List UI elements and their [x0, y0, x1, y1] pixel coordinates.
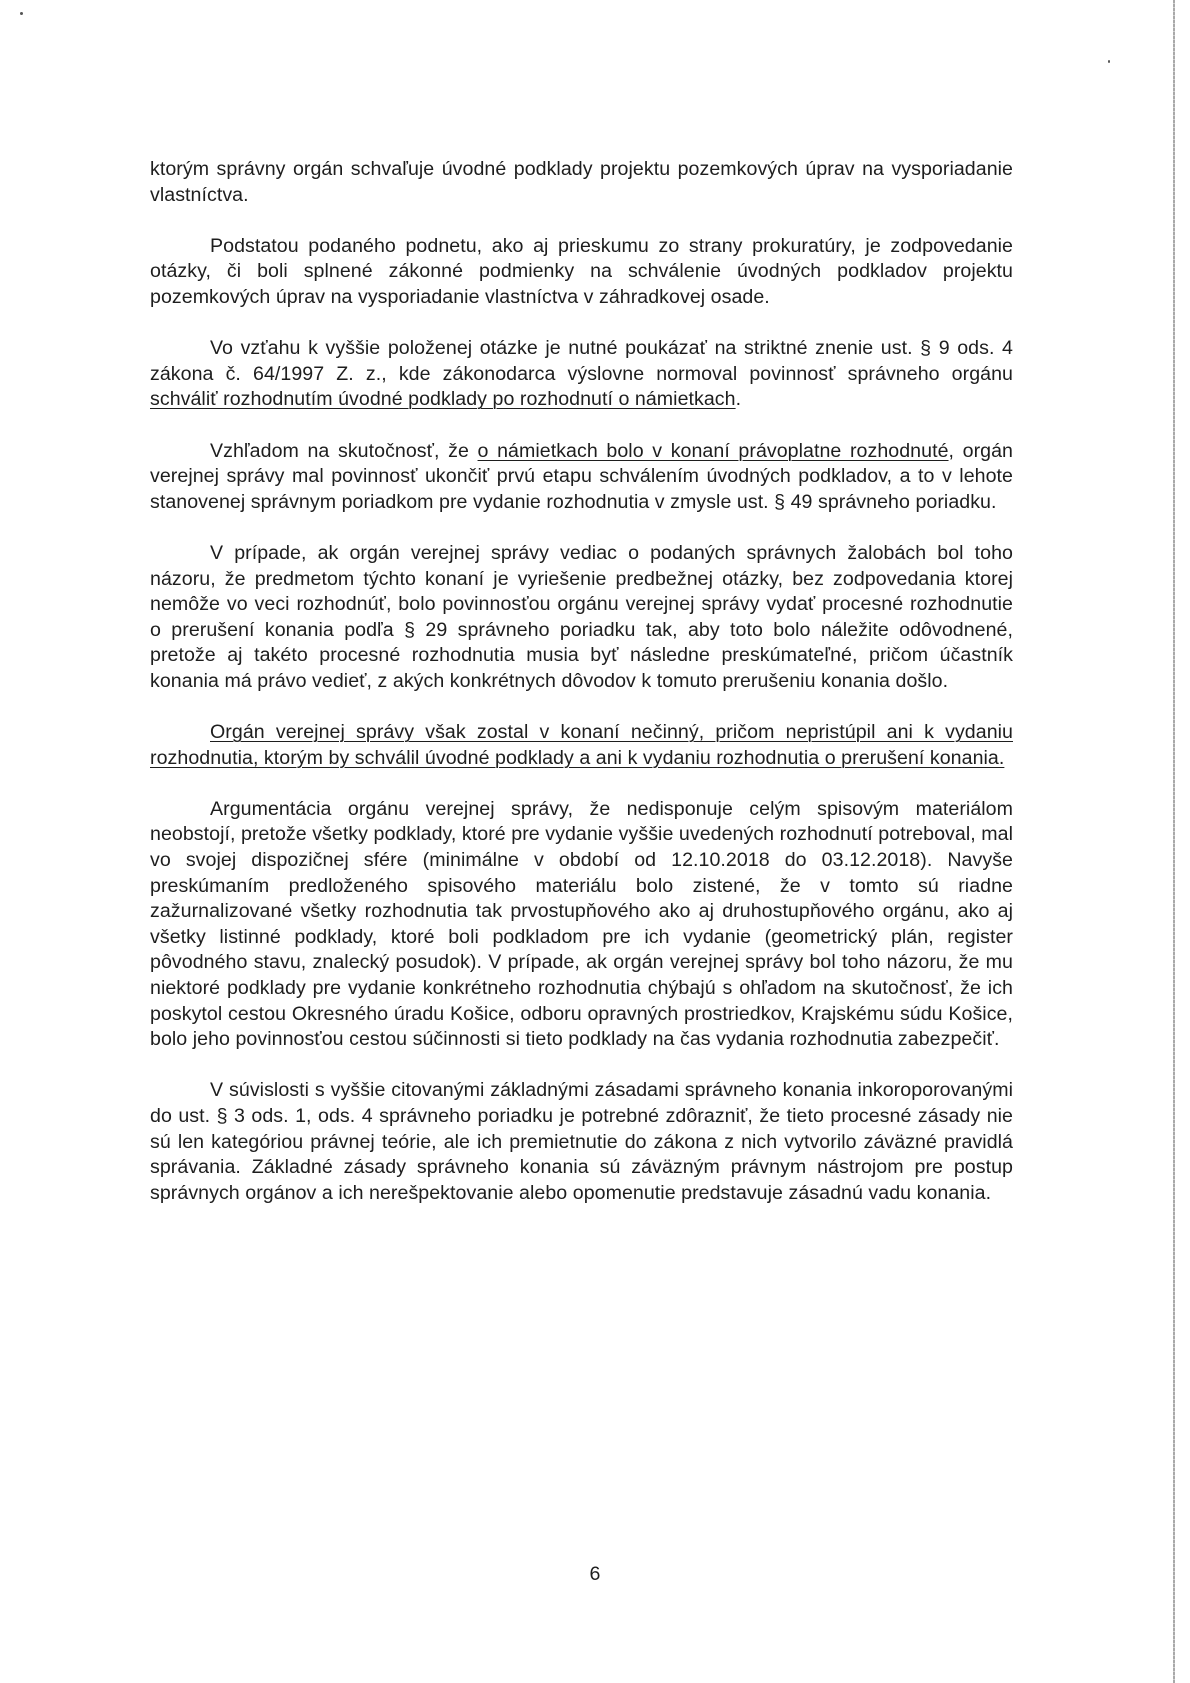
paragraph-8 — [150, 1078, 1013, 1206]
paragraph-2 — [150, 234, 1013, 311]
paragraph-6-underlined — [150, 720, 1013, 771]
scan-speck — [1108, 60, 1110, 63]
scan-speck — [20, 12, 23, 15]
paragraph-text: . — [735, 388, 742, 411]
underlined-emphasis: Orgán verejnej správy však zostal v konaní nečinný, pričom nepristúpil ani k vydaniu rozhodnutia, ktorým by schválil úvodné podklady a ani k vydaniu rozhodnutia o prerušení konania. — [150, 721, 1013, 769]
paragraph-text: V prípade, ak orgán verejnej správy vediac o podaných správnych žalobách bol toho názoru, že predmetom týchto konaní je vyriešenie predbežnej otázky, bez zodpovedania ktorej nemôže vo veci rozhodnúť, bolo povinnosťou orgánu verejnej správy vydať procesné rozhodnutie o prerušení konania podľa § 29 správneho poriadku tak, aby toto bolo náležite odôvodnené, pretože aj takéto procesné rozhodnutia musia byť následne preskúmateľné, pričom účastník konania má právo vedieť, z akých konkrétnych dôvodov k tomuto prerušeniu konania došlo. — [150, 541, 1013, 692]
paragraph-text: Vzhľadom na skutočnosť, že — [210, 439, 478, 462]
paragraph-text: , orgán verejnej správy mal povinnosť ukončiť prvú etapu schválením úvodných podkladov, a to v lehote stanovenej správnym poriadkom pre vydanie rozhodnutia v zmysle ust. § 49 správneho poriadku. — [150, 439, 1013, 513]
paragraph-1 — [150, 157, 1013, 208]
page-number: 6 — [589, 1563, 601, 1585]
document-body — [150, 157, 1013, 1232]
paragraph-text: Podstatou podaného podnetu, ako aj prieskumu zo strany prokuratúry, je zodpovedanie otázky, či boli splnené zákonné podmienky na schválenie úvodných podkladov projektu pozemkových úprav na vysporiadanie vlastníctva v záhradkovej osade. — [150, 234, 1013, 308]
paragraph-text: Vo vzťahu k vyššie položenej otázke je nutné poukázať na striktné znenie ust. § 9 ods. 4 zákona č. 64/1997 Z. z., kde zákonodarca výslovne normoval povinnosť správneho orgánu — [150, 337, 1013, 385]
paragraph-7 — [150, 797, 1013, 1053]
paragraph-text: ktorým správny orgán schvaľuje úvodné podklady projektu pozemkových úprav na vysporiadanie vlastníctva. — [150, 158, 1013, 206]
paragraph-text: V súvislosti s vyššie citovanými základnými zásadami správneho konania inkoroporovanými do ust. § 3 ods. 1, ods. 4 správneho poriadku je potrebné zdôrazniť, že tieto procesné zásady nie sú len kategóriou právnej teórie, ale ich premietnutie do zákona z nich vytvorilo záväzné pravidlá správania. Základné zásady správneho konania sú záväzným právnym nástrojom pre postup správnych orgánov a ich nerešpektovanie alebo opomenutie predstavuje zásadnú vadu konania. — [150, 1079, 1013, 1204]
underlined-emphasis: o námietkach bolo v konaní právoplatne rozhodnuté — [477, 439, 949, 462]
paragraph-text: Argumentácia orgánu verejnej správy, že nedisponuje celým spisovým materiálom neobstojí, pretože všetky podklady, ktoré pre vydanie vyššie uvedených rozhodnutí potreboval, mal vo svojej dispozičnej sfére (minimálne v období od 12.10.2018 do 03.12.2018). Navyše preskúmaním predloženého spisového materiálu bolo zistené, že v tomto sú riadne zažurnalizované všetky rozhodnutia tak prvostupňového ako aj druhostupňového orgánu, ako aj všetky listinné podklady, ktoré boli podkladom pre ich vydanie (geometrický plán, register pôvodného stavu, znalecký posudok). V prípade, ak orgán verejnej správy bol toho názoru, že mu niektoré podklady pre vydanie konkrétneho rozhodnutia chýbajú s ohľadom na skutočnosť, že ich poskytol cestou Okresného úradu Košice, odboru opravných prostriedkov, Krajskému súdu Košice, bolo jeho povinnosťou cestou súčinnosti si tieto podklady na čas vydania rozhodnutia zabezpečiť. — [150, 797, 1013, 1051]
paragraph-5 — [150, 541, 1013, 695]
paragraph-4 — [150, 439, 1013, 516]
scan-edge-line — [1173, 0, 1175, 1683]
underlined-emphasis: schváliť rozhodnutím úvodné podklady po rozhodnutí o námietkach — [150, 388, 736, 411]
paragraph-3 — [150, 336, 1013, 413]
